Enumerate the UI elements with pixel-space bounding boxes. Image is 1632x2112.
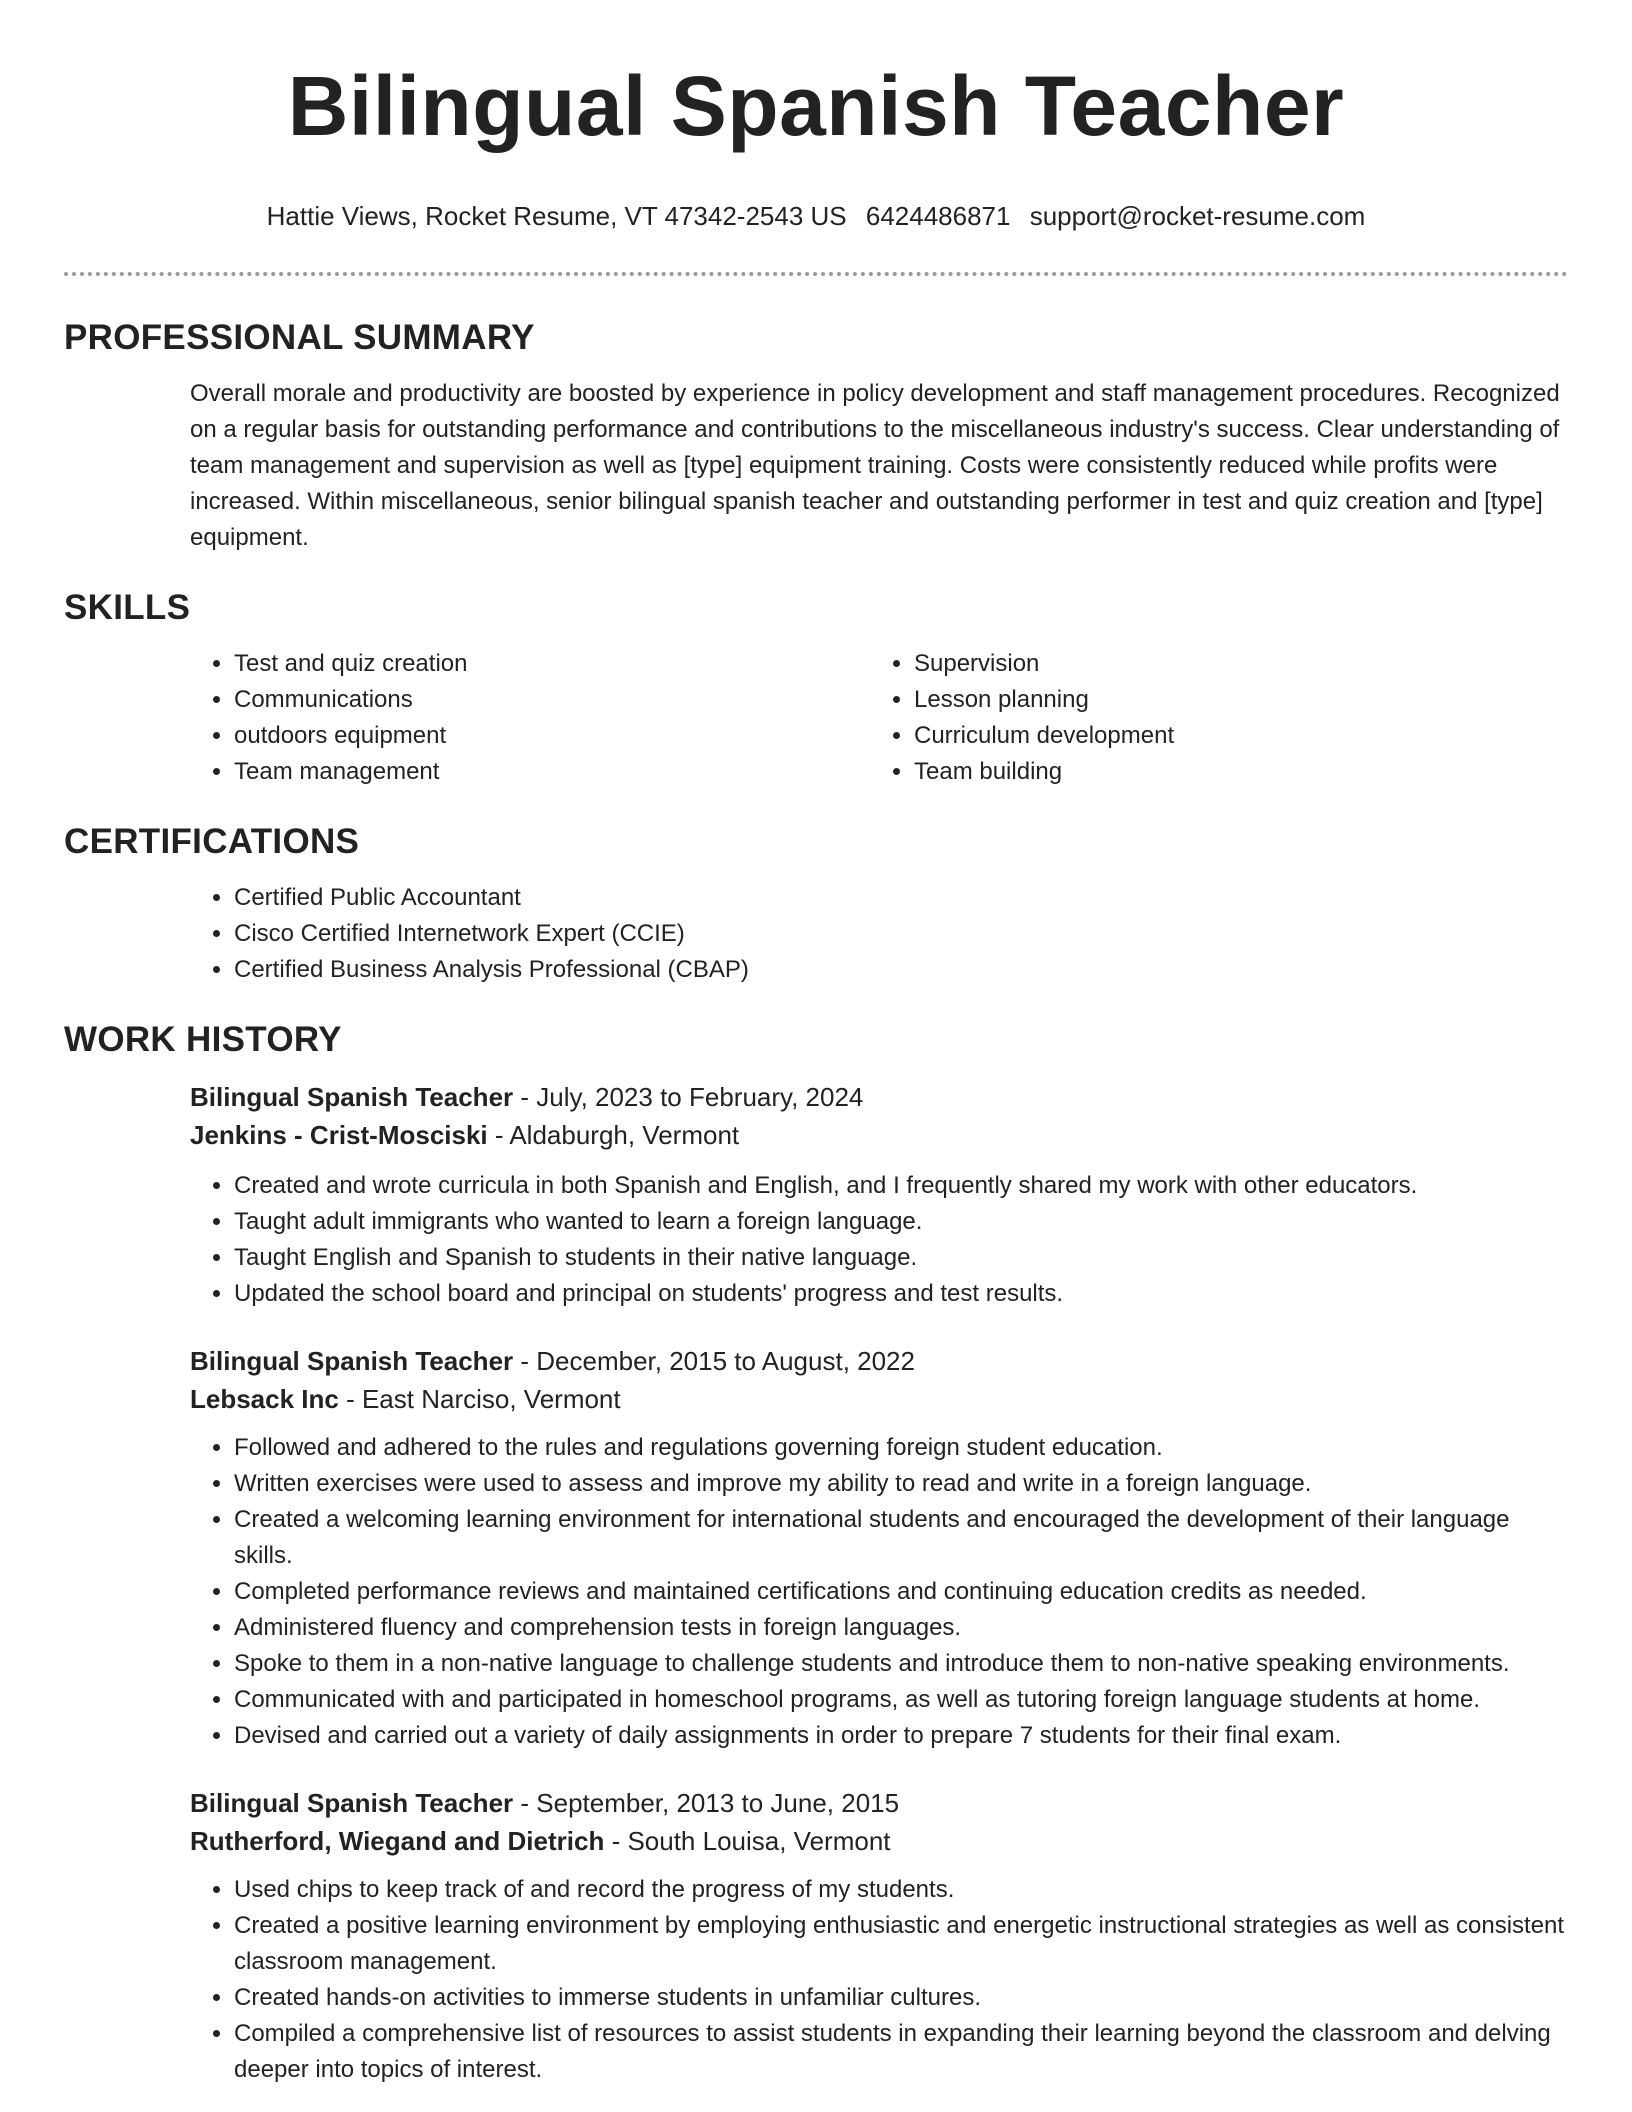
skill-item: • Lesson planning xyxy=(914,682,1550,718)
job-bullet: • Taught adult immigrants who wanted to learn a foreign language. xyxy=(234,1204,1568,1240)
job-bullet: • Followed and adhered to the rules and regulations governing foreign student education. xyxy=(234,1430,1568,1466)
contact-address: Hattie Views, Rocket Resume, VT 47342-2543 US xyxy=(266,201,847,231)
header-divider xyxy=(64,272,1568,276)
contact-line xyxy=(64,198,1568,234)
job-company-line xyxy=(190,1822,1568,1860)
job-bullets xyxy=(64,1430,1568,1754)
job-bullet: • Administered fluency and comprehension tests in foreign languages. xyxy=(234,1610,1568,1646)
job-bullet: • Communicated with and participated in homeschool programs, as well as tutoring foreign language students at home. xyxy=(234,1682,1568,1718)
skill-item: • Curriculum development xyxy=(914,718,1550,754)
job-bullet: • Created a welcoming learning environment for international students and encouraged the development of their language skills. xyxy=(234,1502,1568,1574)
job-entry xyxy=(190,1784,1568,2088)
job-dates: - December, 2015 to August, 2022 xyxy=(513,1346,915,1376)
job-bullet: • Updated the school board and principal on students' progress and test results. xyxy=(234,1276,1568,1312)
job-dates: - September, 2013 to June, 2015 xyxy=(513,1788,900,1818)
certifications-list xyxy=(190,880,1568,988)
job-company-line xyxy=(190,1380,1568,1418)
skill-item: • Test and quiz creation xyxy=(234,646,870,682)
job-bullet: • Taught English and Spanish to students in their native language. xyxy=(234,1240,1568,1276)
job-role: Bilingual Spanish Teacher xyxy=(190,1082,514,1112)
candidate-name: Bilingual Spanish Teacher xyxy=(287,59,1345,153)
job-bullet: • Used chips to keep track of and record the progress of my students. xyxy=(234,1872,1568,1908)
job-bullet: • Compiled a comprehensive list of resources to assist students in expanding their learning beyond the classroom and delving deeper into topics of interest. xyxy=(234,2016,1568,2088)
job-title-line xyxy=(190,1078,1568,1116)
job-entry xyxy=(190,1342,1568,1754)
job-bullet: • Created hands-on activities to immerse students in unfamiliar cultures. xyxy=(234,1980,1568,2016)
job-entry xyxy=(190,1078,1568,1312)
contact-phone: 6424486871 xyxy=(865,201,1011,231)
job-bullets xyxy=(64,1168,1568,1312)
job-bullet: • Devised and carried out a variety of daily assignments in order to prepare 7 students for their final exam. xyxy=(234,1718,1568,1754)
skill-item: • Supervision xyxy=(914,646,1550,682)
job-company: Jenkins - Crist-Mosciski xyxy=(190,1120,488,1150)
job-company: Lebsack Inc xyxy=(190,1384,339,1414)
summary-text: Overall morale and productivity are boosted by experience in policy development and staff management procedures. Recognized on a regular basis for outstanding performance and contributions to the miscellaneous industry's success. Clear understanding of team management and supervision as well as [type] equipment training. Costs were consistently reduced while profits were increased. Within miscellaneous, senior bilingual spanish teacher and outstanding performer in test and quiz creation and [type] equipment. xyxy=(190,380,1560,551)
skill-item: • Communications xyxy=(234,682,870,718)
skill-item: • Team building xyxy=(914,754,1550,790)
job-bullet: • Created and wrote curricula in both Spanish and English, and I frequently shared my work with other educators. xyxy=(234,1168,1568,1204)
job-title-line xyxy=(190,1784,1568,1822)
job-bullet: • Spoke to them in a non-native language to challenge students and introduce them to non-native speaking environments. xyxy=(234,1646,1568,1682)
skill-item: • Team management xyxy=(234,754,870,790)
job-location: - Aldaburgh, Vermont xyxy=(487,1120,740,1150)
job-bullet: • Completed performance reviews and maintained certifications and continuing education credits as needed. xyxy=(234,1574,1568,1610)
job-location: - South Louisa, Vermont xyxy=(604,1826,891,1856)
summary-title: PROFESSIONAL SUMMARY xyxy=(64,318,535,357)
contact-email: support@rocket-resume.com xyxy=(1029,201,1366,231)
certification-item: • Certified Business Analysis Professional (CBAP) xyxy=(234,952,1568,988)
skills-column-right xyxy=(870,646,1550,790)
job-company: Rutherford, Wiegand and Dietrich xyxy=(190,1826,605,1856)
certification-item: • Certified Public Accountant xyxy=(234,880,1568,916)
certifications-title: CERTIFICATIONS xyxy=(64,822,360,861)
skill-item: • outdoors equipment xyxy=(234,718,870,754)
resume-page xyxy=(64,0,1568,2088)
job-bullets xyxy=(64,1872,1568,2088)
job-bullet: • Created a positive learning environment by employing enthusiastic and energetic instructional strategies as well as consistent classroom management. xyxy=(234,1908,1568,1980)
job-dates: - July, 2023 to February, 2024 xyxy=(513,1082,864,1112)
skills-column-left xyxy=(190,646,870,790)
work-history-title: WORK HISTORY xyxy=(64,1020,342,1059)
skills-title: SKILLS xyxy=(64,588,191,627)
job-company-line xyxy=(190,1116,1568,1154)
skills-list xyxy=(190,646,1568,790)
certification-item: • Cisco Certified Internetwork Expert (CCIE) xyxy=(234,916,1568,952)
job-bullet: • Written exercises were used to assess and improve my ability to read and write in a foreign language. xyxy=(234,1466,1568,1502)
job-title-line xyxy=(190,1342,1568,1380)
job-role: Bilingual Spanish Teacher xyxy=(190,1346,514,1376)
job-location: - East Narciso, Vermont xyxy=(338,1384,621,1414)
job-role: Bilingual Spanish Teacher xyxy=(190,1788,514,1818)
